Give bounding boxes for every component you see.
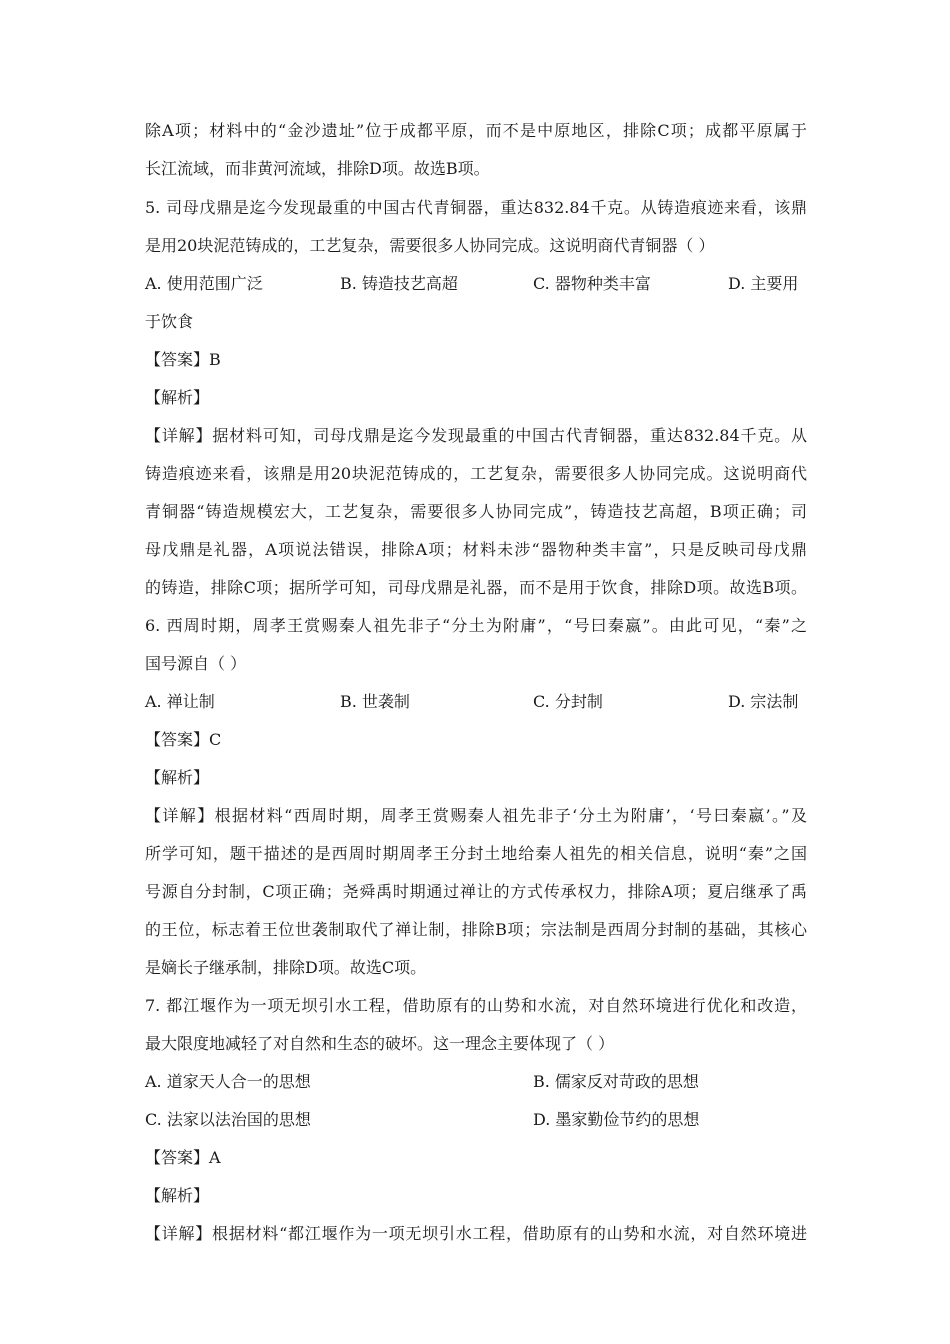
detail-line: 【详解】根据材料“西周时期，周孝王赏赐秦人祖先非子‘分土为附庸’，‘号曰秦嬴’。”及: [145, 806, 807, 825]
answer-label: 【答案】A: [145, 1148, 221, 1167]
option-c: C. 器物种类丰富: [533, 274, 651, 293]
option-a: A. 使用范围广泛: [145, 274, 263, 293]
answer-label: 【答案】B: [145, 350, 221, 369]
option-a: A. 禅让制: [145, 692, 215, 711]
detail-line: 母戊鼎是礼器，A项说法错误，排除A项；材料未涉“器物种类丰富”，只是反映司母戊鼎: [145, 540, 807, 559]
text-line: 长江流域，而非黄河流域，排除D项。故选B项。: [145, 159, 490, 178]
question-7-stem: 7. 都江堰作为一项无坝引水工程，借助原有的山势和水流，对自然环境进行优化和改造，: [145, 996, 807, 1015]
option-d-wrap: 于饮食: [145, 312, 194, 331]
analysis-label: 【解析】: [145, 388, 210, 407]
question-5-stem: 是用20块泥范铸成的，工艺复杂，需要很多人协同完成。这说明商代青铜器（ ）: [145, 236, 715, 255]
detail-line: 【详解】根据材料“都江堰作为一项无坝引水工程，借助原有的山势和水流，对自然环境进: [145, 1224, 807, 1243]
option-c: C. 法家以法治国的思想: [145, 1110, 311, 1129]
option-d: D. 墨家勤俭节约的思想: [533, 1110, 700, 1129]
question-5-stem: 5. 司母戊鼎是迄今发现最重的中国古代青铜器，重达832.84千克。从铸造痕迹来看，该鼎: [145, 198, 807, 217]
option-d: D. 宗法制: [728, 692, 799, 711]
analysis-label: 【解析】: [145, 1186, 210, 1205]
option-a: A. 道家天人合一的思想: [145, 1072, 311, 1091]
option-c: C. 分封制: [533, 692, 603, 711]
detail-line: 【详解】据材料可知，司母戊鼎是迄今发现最重的中国古代青铜器，重达832.84千克。从: [145, 426, 807, 445]
text-line: 除A项；材料中的“金沙遗址”位于成都平原，而不是中原地区，排除C项；成都平原属于: [145, 121, 807, 140]
option-b: B. 儒家反对苛政的思想: [533, 1072, 699, 1091]
detail-line: 所学可知，题干描述的是西周时期周孝王分封土地给秦人祖先的相关信息，说明“秦”之国: [145, 844, 807, 863]
question-7-stem: 最大限度地减轻了对自然和生态的破坏。这一理念主要体现了（ ）: [145, 1034, 615, 1053]
answer-label: 【答案】C: [145, 730, 222, 749]
detail-line: 的铸造，排除C项；据所学可知，司母戊鼎是礼器，而不是用于饮食，排除D项。故选B项。: [145, 578, 807, 597]
detail-line: 铸造痕迹来看，该鼎是用20块泥范铸成的，工艺复杂，需要很多人协同完成。这说明商代: [145, 464, 807, 483]
detail-line: 的王位，标志着王位世袭制取代了禅让制，排除B项；宗法制是西周分封制的基础，其核心: [145, 920, 807, 939]
question-6-stem: 6. 西周时期，周孝王赏赐秦人祖先非子“分土为附庸”，“号曰秦嬴”。由此可见，“秦”之: [145, 616, 807, 635]
analysis-label: 【解析】: [145, 768, 210, 787]
detail-line: 号源自分封制，C项正确；尧舜禹时期通过禅让的方式传承权力，排除A项；夏启继承了禹: [145, 882, 807, 901]
option-b: B. 铸造技艺高超: [340, 274, 458, 293]
detail-line: 是嫡长子继承制，排除D项。故选C项。: [145, 958, 427, 977]
detail-line: 青铜器“铸造规模宏大，工艺复杂，需要很多人协同完成”，铸造技艺高超，B项正确；司: [145, 502, 807, 521]
question-6-stem: 国号源自（ ）: [145, 654, 247, 673]
option-d: D. 主要用: [728, 274, 799, 293]
option-b: B. 世袭制: [340, 692, 410, 711]
